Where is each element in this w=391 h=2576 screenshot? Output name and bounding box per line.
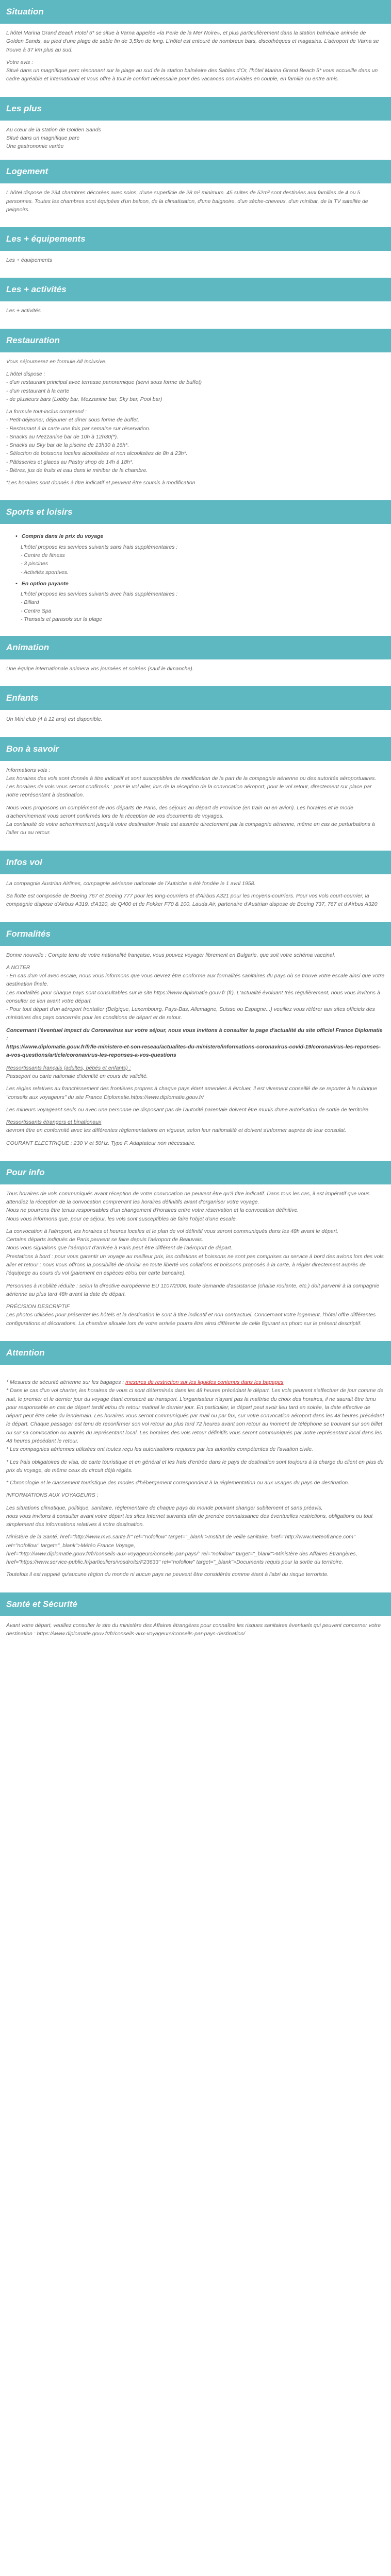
attention-info-title: INFORMATIONS AUX VOYAGEURS : <box>6 1492 99 1499</box>
section-title-infos-vol: Infos vol <box>0 851 391 874</box>
section-title-bon-a-savoir: Bon à savoir <box>0 737 391 761</box>
pour-info-convocation: La convocation à l'aéroport, les horaires et heures locales et le plan de vol définitif vous seront communiqués dans les 48h avant le départ. Certains départs indiqués de Paris peuvent se faire depuis l'aéroport de Beauvais. Nous vous signalons que l'aéroport d'arrivée à Paris peut être différent de l'aéroport de départ. Prestations à bord : pour vous garantir un voyage au meilleur prix, les collations et boissons ne sont pas comprises ou service à bord des avions lors des vols aller et retour ; nous vous offrons la possibilité de choisir en toute liberté vos collations et boissons proposés à la carte, à régler directement auprès de l'équipage au cours du vol (paiement en espèces et/ou par carte bancaire). <box>6 1228 384 1277</box>
section-activites <box>0 301 391 328</box>
section-title-restauration: Restauration <box>0 329 391 352</box>
section-title-sports: Sports et loisirs <box>0 500 391 524</box>
section-infos-vol <box>0 874 391 922</box>
formalites-french-title: Ressortissants français (adultes, bébés et enfants) : <box>6 1064 131 1071</box>
enfants-text: Un Mini club (4 à 12 ans) est disponible. <box>6 716 103 723</box>
situation-description: L'hôtel Marina Grand Beach Hotel 5* se situe à Varna appelée «la Perle de la Mer Noire», et plus particulièrement dans la station balnéaire animée de Golden Sands, au pied d'une plage de sable fin de 3,5km de long. L'hôtel est entouré de nombreux bars, discothèques et magasins. L'aéroport de Varna se trouve à 37 km plus au sud. <box>6 30 379 53</box>
restauration-all-inclusive: La formule tout-inclus comprend : - Petit-déjeuner, déjeuner et dîner sous forme de buffet. - Restaurant à la carte une fois par semaine sur réservation. - Snacks au Mezzanine bar de 10h à 12h30(*). - Snacks au Sky bar de la piscine de 13h30 à 16h*. - Sélection de boissons locales alcoolisées et non alcoolisées de 8h à 23h*. - Pâtisseries et glaces au Pastry shop de 14h à 18h*. - Bières, jus de fruits et eau dans le minibar de la chambre. <box>6 409 188 473</box>
attention-security <box>6 1370 385 1387</box>
section-title-logement: Logement <box>0 160 391 183</box>
plus-item: Une gastronomie variée <box>6 143 64 150</box>
section-title-attention: Attention <box>0 1341 391 1365</box>
section-bon-a-savoir <box>0 761 391 851</box>
section-situation <box>0 24 391 97</box>
pour-info-reduced-mobility: Personnes à mobilité réduite : selon la directive européenne EU 1107/2006, toute demande d'assistance (chaise roulante, etc.) doit parvenir à la compagnie aérienne au plus tard 48h avant la date de départ. <box>6 1282 380 1297</box>
section-pour-info <box>0 1184 391 1341</box>
formalites-minors: Les mineurs voyageant seuls ou avec une personne ne disposant pas de l'autorité parentale doivent être munis d'une autorisation de sortie de territoire. <box>6 1106 370 1113</box>
attention-classification: * Chronologie et le classement touristique des modes d'hébergement correspondent à la réglementation ou aux usages du pays de destination. <box>6 1480 350 1486</box>
formalites-electric: COURANT ELECTRIQUE : 230 V et 50Hz. Type F. Adaptateur non nécessaire. <box>6 1140 196 1146</box>
section-sports <box>0 524 391 636</box>
restauration-facilities: L'hôtel dispose : - d'un restaurant principal avec terrasse panoramique (servi sous forme de buffet) - d'un restaurant à la carte - de plusieurs bars (Lobby bar, Mezzanine bar, Sky bar, Pool bar) <box>6 370 202 402</box>
section-enfants <box>0 710 391 737</box>
infos-vol-fleet: Sa flotte est composée de Boeing 767 et Boeing 777 pour les long-courriers et d'Airbus A321 pour les moyens-courriers. Pour vos vols court-courrier, la compagnie dispose d'Airbus A319, d'A320, de Q400 et de Fokker F70 & 100. Lauda Air, partenaire d'Austrian dispose de Boeing 737, 767 et d'Airbus A320 <box>6 893 378 908</box>
section-sante <box>0 1616 391 1652</box>
sports-included-list: L'hôtel propose les services suivants sans frais supplémentaires : - Centre de fitness - 3 piscines - Activités sportives. <box>21 544 178 575</box>
pour-info-photos: PRÉCISION DESCRIPTIF Les photos utilisées pour présenter les hôtels et la destination le sont à titre indicatif et non contractuel. Concernant votre logement, l'hôtel offre différentes configurations et décorations. La chambre allouée lors de votre arrivée pourra être ainsi différente de celle figurant en photo sur le présent descriptif. <box>6 1303 376 1327</box>
section-title-sante: Santé et Sécurité <box>0 1592 391 1616</box>
infos-vol-company: La compagnie Austrian Airlines, compagnie aérienne nationale de l'Autriche a été fondée le 1 avril 1958. <box>6 880 256 887</box>
attention-charter: * Dans le cas d'un vol charter, les horaires de vous ci sont déterminés dans les 48 heures précédant le départ. Les vols peuvent s'effectuer de jour comme de nuit, le premier et le dernier jour du voyage étant consacré au transport. L'organisateur n'ayant pas la maîtrise du choix des horaires, il ne saurait être tenu pour responsable en cas de départ tardif et/ou de retour matinal le dernier jour. En particulier, le départ peut avoir lieu tard en soirée, la date effective de départ peut être celle du lendemain. Les horaires vous seront communiqués par mail ou par fax, sur votre convocation aéroport dans les 48 heures précédant le départ. Chaque passager est tenu de reconfirmer son vol retour au plus tard 72 heures avant son retour au moment de téléphone se trouvant sur son billet ou sur sa convocation ou auprès du représentant local. Les horaires des vols retour définitifs vous seront communiqués par notre représentant local dans les 48 heures précédant le retour. * Les compagnies aériennes utilisées ont toutes reçu les autorisations requises par les autorités compétentes de l'aviation civile. <box>6 1387 384 1453</box>
attention-situations: Les situations climatique, politique, sanitaire, réglementaire de chaque pays du monde pouvant changer subitement et sans préavis, nous vous invitons à consulter avant votre départ les sites Internet suivants afin de prendre connaissance des éventuelles restrictions, obligations ou tout simplement des informations relatives à votre destination. <box>6 1504 373 1528</box>
formalites-borders: Les règles relatives au franchissement des frontières propres à chaque pays étant amenées à évoluer, il est vivement conseillé de se reporter à la rubrique "conseils aux voyageurs" du site France Diplomatie.https://www.diplomatie.gouv.fr/ <box>6 1086 378 1100</box>
formalites-coronavirus: Concernant l'éventuel impact du Coronavirus sur votre séjour, nous vous invitons à consulter la page d'actualité du site officiel France Diplomatie : https://www.diplomatie.gouv.fr/fr/le-ministere-et-son-reseau/actualites-du-ministere/informations-coronavirus-covid-19/coronavirus-les-reponses-a-vos-questions/article/coronavirus-les-reponses-a-vos-questions <box>6 1027 383 1059</box>
section-restauration <box>0 352 391 501</box>
section-plus <box>0 121 391 160</box>
formalites-good-news: Bonne nouvelle : Compte tenu de votre nationalité française, vous pouvez voyager librement en Bulgarie, que soit votre schéma vaccinal. <box>6 952 335 958</box>
attention-links: Ministère de la Santé: href="http://www.mvs.sante.fr" rel="nofollow" target="_blank">Institut de veille sanitaire, href="http://www.meteofrance.com" rel="nofollow" target="_blank">Météo France Voyage, href="http://www.diplomatie.gouv.fr/fr/conseils-aux-voyageurs/conseils-par-pays/" rel="nofollow" target="_blank">Ministère des Affaires Étrangères, href="https://www.service-public.fr/particuliers/vosdroits/F23633" rel="nofollow" target="_blank">Documents requis pour la sortie du territoire. <box>6 1534 357 1566</box>
plus-item: Situé dans un magnifique parc <box>6 134 79 141</box>
plus-item: Au cœur de la station de Golden Sands <box>6 126 101 133</box>
section-title-formalites: Formalités <box>0 922 391 946</box>
equipements-text: Les + équipements <box>6 257 53 264</box>
bon-a-savoir-province: Nous vous proposons un complément de nos départs de Paris, des séjours au départ de Province (en train ou en avion). Les horaires et le mode d'acheminement vous seront confirmés lors de la réception de vos documents de voyages. La continuité de votre acheminement jusqu'à votre destination finale est assurée directement par la compagnie aérienne, même en cas de perturbations à l'aller ou au retour. <box>6 804 375 836</box>
section-animation <box>0 659 391 686</box>
formalites-foreign-title: Ressortissants étrangers et binationaux <box>6 1119 102 1126</box>
section-title-situation: Situation <box>0 0 391 24</box>
formalites-foreign: devront être en conformité avec les différentes réglementations en vigueur, selon leur nationalité et doivent s'informer auprès de leur consulat. <box>6 1127 347 1134</box>
restauration-note: *Les horaires sont donnés à titre indicatif et peuvent être soumis à modification <box>6 480 196 486</box>
section-equipements <box>0 251 391 278</box>
section-title-plus: Les plus <box>0 97 391 121</box>
formalites-note: A NOTER - En cas d'un vol avec escale, nous vous informons que vous devrez être conforme aux formalités sanitaires du pays où se trouve votre escale ainsi que votre destination finale. Les modalités pour chaque pays sont consultables sur le site https://www.diplomatie.gouv.fr (fr). L'actualité évoluant très régulièrement, nous vous invitons à consulter ce lien avant votre départ. - Pour tout départ d'un aéroport frontalier (Belgique, Luxembourg, Pays-Bas, Allemagne, Suisse ou Espagne...) veuillez vous référer aux sites officiels des ministères des pays concernés pour les conditions de départ et de retour. <box>6 964 385 1021</box>
sports-paid-list: L'hôtel propose les services suivants avec frais supplémentaires : - Billard - Centre Spa - Transats et parasols sur la plage <box>21 591 178 622</box>
sports-included-title: • Compris dans le prix du voyage <box>15 532 385 540</box>
section-title-equipements: Les + équipements <box>0 227 391 251</box>
liquids-restriction-link[interactable]: mesures de restriction sur les liquides contenus dans les bagages <box>125 1379 284 1386</box>
section-title-activites: Les + activités <box>0 278 391 301</box>
section-title-pour-info: Pour info <box>0 1161 391 1184</box>
formalites-french-docs: Passeport ou carte nationale d'identité en cours de validité. <box>6 1073 148 1079</box>
section-formalites <box>0 946 391 1161</box>
restauration-formula: Vous séjournerez en formule All Inclusive. <box>6 358 107 365</box>
animation-text: Une équipe internationale animera vos journées et soirées (sauf le dimanche). <box>6 666 194 672</box>
situation-opinion: Votre avis : Situé dans un magnifique parc résonnant sur la plage au sud de la station balnéaire des Sables d'Or, l'hôtel Marina Grand Beach 5* vous accueille dans un cadre agréable et international et vous offre à tout le confort nécessaire pour des vacances conviviales en couple, en famille ou entre amis. <box>6 59 378 82</box>
section-logement <box>0 183 391 227</box>
attention-security-label: * Mesures de sécurité aérienne sur les bagages : <box>6 1379 126 1386</box>
activites-text: Les + activités <box>6 308 41 314</box>
section-title-animation: Animation <box>0 636 391 659</box>
logement-description: L'hôtel dispose de 234 chambres décorées avec soins, d'une superficie de 28 m² minimum. 45 suites de 52m² sont destinées aux familles de 4 ou 5 personnes. Toutes les chambres sont équipées d'un balcon, de la climatisation, d'une baignoire, d'un sèche-cheveux, d'un minibar, de la TV satellite de peignoirs. <box>6 190 368 213</box>
section-attention <box>0 1365 391 1592</box>
attention-visa: * Les frais obligatoires de visa, de carte touristique et en général et les frais d'entrée dans le pays de destination sont toujours à la charge du client en plus du prix du voyage, de même ceux du circuit déjà réglés. <box>6 1459 384 1473</box>
bon-a-savoir-flights: Informations vols : Les horaires des vols sont donnés à titre indicatif et sont susceptibles de modification de la part de la compagnie aérienne ou des autorités aéroportuaires. Les horaires de vols vous seront confirmés : pour le vol aller, lors de la réception de la convocation aéroport, pour le vol retour, directement sur place par notre représentant à destination. <box>6 767 377 799</box>
pour-info-schedules: Tous horaires de vols communiqués avant réception de votre convocation ne peuvent être qu'à titre indicatif. Dans tous les cas, il est impératif que vous attendiez la réception de la convocation comprenant les horaires définitifs avant d'organiser votre voyage. Nous ne pourrons être tenus responsables d'un changement d'horaires entre votre réservation et la convocation définitive. Nous vous informons que, pour ce séjour, les vols sont susceptibles de faire l'objet d'une escale. <box>6 1190 370 1222</box>
attention-terrorism: Toutefois il est rappelé qu'aucune région du monde ni aucun pays ne peuvent être considérés comme étant à l'abri du risque terroriste. <box>6 1571 329 1578</box>
section-title-enfants: Enfants <box>0 686 391 710</box>
sports-paid-title: • En option payante <box>15 580 385 588</box>
sante-text: Avant votre départ, veuillez consulter le site du ministère des Affaires étrangères pour connaître les risques sanitaires éventuels qui peuvent concerner votre destination : https://www.diplomatie.gouv.fr/fr/conseils-aux-voyageurs/conseils-par-pays-destination/ <box>6 1622 381 1637</box>
